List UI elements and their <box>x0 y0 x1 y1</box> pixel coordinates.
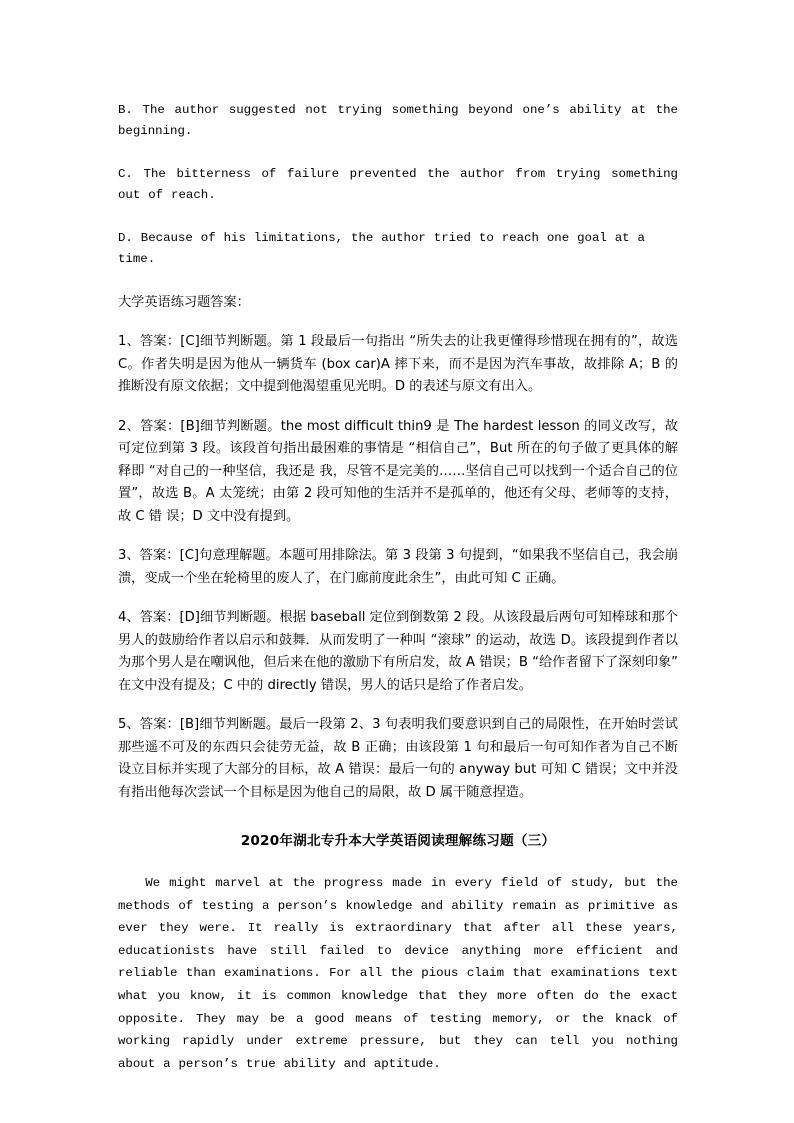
document-content <box>118 100 678 1075</box>
document-page <box>118 0 678 1123</box>
answer-option-d: D. Because of his limitations, the author tried to reach one goal at a time. <box>118 231 645 266</box>
answer-explanation-2: 2、答案：[B]细节判断题。the most difficult thin9 是 The hardest lesson 的同义改写，故可定位到第 3 段。该段首句指出最困难的事情是 “相信自己”，But 所在的句子做了更具体的解释即 “对自己的一种坚信，我还是 我，尽管不是完美的……坚信自己可以找到一个适合自己的位置”，故选 B。A 太笼统；由第 2 段可知他的生活并不是孤单的，他还有父母、老师等的支持，故 C 错 误；D 文中没有提到。 <box>118 418 678 524</box>
answer-explanation-5: 5、答案：[B]细节判断题。最后一段第 2、3 句表明我们要意识到自己的局限性，在开始时尝试那些遥不可及的东西只会徒劳无益，故 B 正确；由该段第 1 句和最后一句可知作者为自己不断设立目标并实现了大部分的目标，故 A 错误：最后一句的 anyway but 可知 C 错误；文中并没有指出他每次尝试一个目标是因为他自己的局限，故 D 属干随意捏造。 <box>118 717 678 800</box>
answer-option-c: C. The bitterness of failure prevented the author from trying something out of reach. <box>118 167 678 202</box>
reading-passage: We might marvel at the progress made in every field of study, but the methods of testing a person’s knowledge and ability remain as primitive as ever they were. It really is extraordinary that after all these years, educationists have still failed to device anything more efficient and reliable than examinations. For all the pious claim that examinations text what you know, it is common knowledge that they more often do the exact opposite. They may be a good means of testing memory, or the knack of working rapidly under extreme pressure, but they can tell you nothing about a person’s true ability and aptitude. <box>118 876 678 1071</box>
answers-section-heading: 大学英语练习题答案： <box>118 295 250 310</box>
section-title: 2020年湖北专升本大学英语阅读理解练习题（三） <box>240 833 556 849</box>
answer-explanation-4: 4、答案：[D]细节判断题。根据 baseball 定位到倒数第 2 段。从该段最后两句可知棒球和那个男人的鼓励给作者以启示和鼓舞．从而发明了一种叫 “滚球” 的运动，故选 D。该段提到作者以为那个男人是在嘲讽他，但后来在他的激励下有所启发，故 A 错误；B “给作者留下了深刻印象” 在文中没有提及；C 中的 directly 错误，男人的话只是给了作者启发。 <box>118 610 678 693</box>
answer-explanation-3: 3、答案：[C]句意理解题。本题可用排除法。第 3 段第 3 句提到，“如果我不坚信自己，我会崩溃，变成一个坐在轮椅里的废人了，在门廊前度此余生”，由此可知 C 正确。 <box>118 548 678 586</box>
answer-option-b: B. The author suggested not trying something beyond one’s ability at the beginning. <box>118 103 678 138</box>
answer-explanation-1: 1、答案：[C]细节判断题。第 1 段最后一句指出 “所失去的让我更懂得珍惜现在拥有的”，故选 C。作者失明是因为他从一辆货车 (box car)A 摔下来，而不是因为汽车事故，故排除 A；B 的推断没有原文依据；文中提到他渴望重见光明。D 的表述与原文有出入。 <box>118 334 678 394</box>
